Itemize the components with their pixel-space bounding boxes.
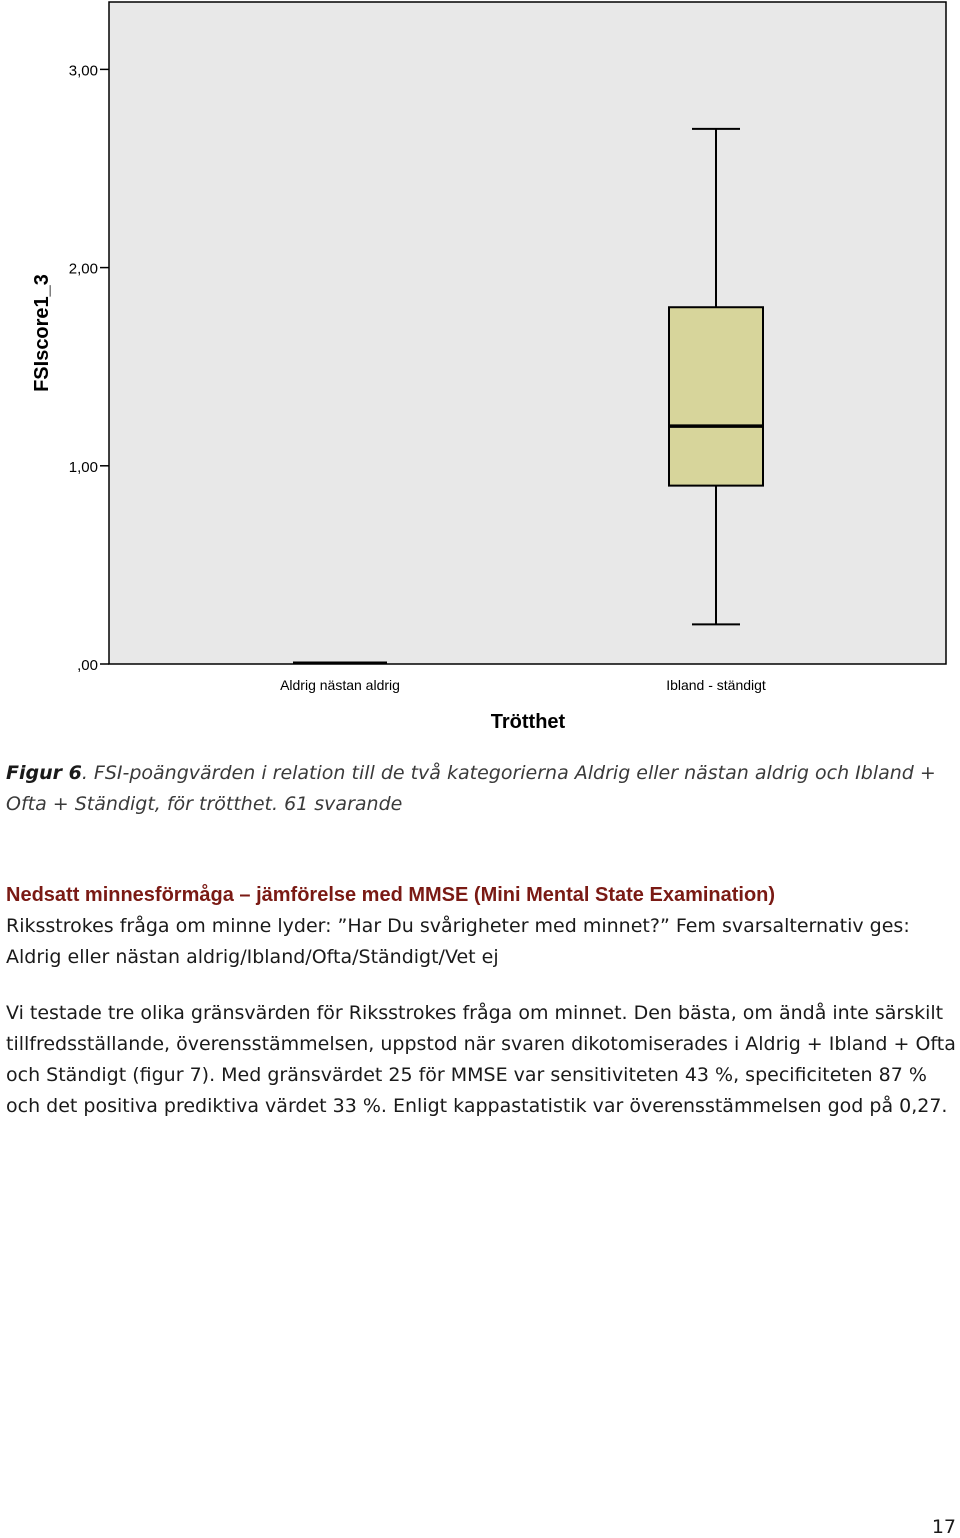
boxplot-chart (0, 0, 960, 745)
y-tick-label: 2,00 (68, 260, 98, 278)
caption-text: . FSI-poängvärden i relation till de två kategorierna Aldrig eller nästan aldrig och Ibland + Ofta + Ständigt, för trötthet. 61 svarande (6, 762, 936, 815)
plot-area (109, 2, 946, 664)
y-tick-label: 3,00 (68, 62, 98, 80)
paragraph-2: Vi testade tre olika gränsvärden för Riksstrokes fråga om minnet. Den bästa, om ändå inte särskilt tillfredsställande, överensstämmelsen, uppstod när svaren dikotomiserades i Aldrig + Ibland + Ofta och Ständigt (figur 7). Med gränsvärdet 25 för MMSE var sensitiviteten 43 %, specificiteten 87 % och det positiva prediktiva värdet 33 %. Enligt kappastatistik var överensstämmelsen god på 0,27. (6, 1002, 956, 1117)
page-number: 17 (931, 1516, 956, 1538)
y-axis-label: FSIscore1_3 (31, 274, 53, 392)
paragraph-1: Riksstrokes fråga om minne lyder: ”Har Du svårigheter med minnet?” Fem svarsalternativ ges: Aldrig eller nästan aldrig/Ibland/Ofta/Ständigt/Vet ej (6, 915, 910, 968)
section-heading: Nedsatt minnesförmåga – jämförelse med MMSE (Mini Mental State Examination) (6, 884, 776, 906)
x-tick-label: Ibland - ständigt (666, 677, 766, 693)
figure-label: Figur 6 (6, 762, 82, 784)
x-axis-label: Trötthet (490, 711, 566, 733)
y-tick-label: 1,00 (68, 458, 98, 476)
x-axis (280, 677, 766, 693)
figure-caption (6, 758, 946, 820)
x-tick-label: Aldrig nästan aldrig (280, 677, 400, 693)
y-tick-label: ,00 (77, 657, 98, 674)
interquartile-box (669, 307, 763, 485)
y-axis (69, 62, 109, 674)
